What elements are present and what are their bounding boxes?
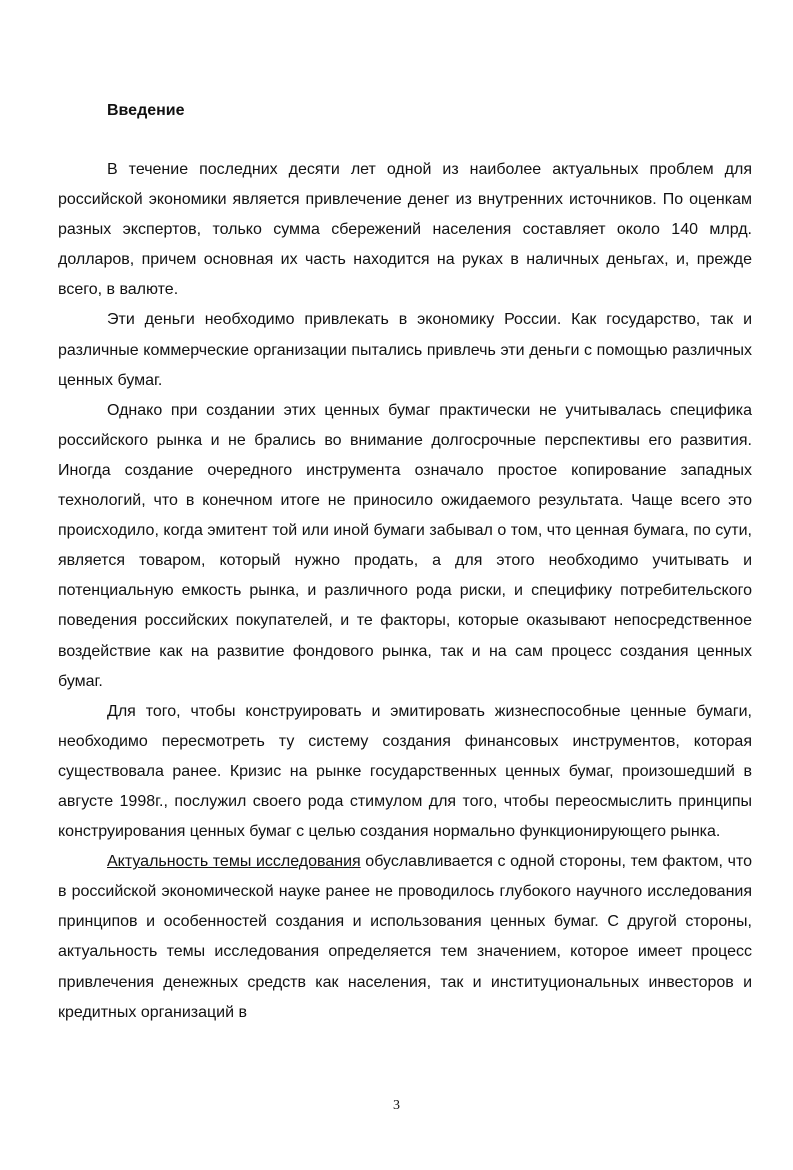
paragraph-5-text: обуславливается с одной стороны, тем фактом, что в российской экономической науке ранее не проводилось глубокого научного исследования принципов и особенностей создания и использования ценных бумаг. С другой стороны, актуальность темы исследования определяется тем значением, которое имеет процесс привлечения денежных средств как населения, так и институциональных инвесторов и кредитных организаций в (58, 853, 753, 1021)
section-heading: Введение (107, 102, 185, 119)
page-number: 3 (393, 1098, 400, 1113)
paragraph-3: Однако при создании этих ценных бумаг практически не учитывалась специфика российского рынка и не брались во внимание долгосрочные перспективы его развития. Иногда создание очередного инструмента означало простое копирование западных технологий, что в конечном итоге не приносило ожидаемого результата. Чаще всего это происходило, когда эмитент той или иной бумаги забывал о том, что ценная бумага, по сути, является товаром, который нужно продать, а для этого необходимо учитывать и потенциальную емкость рынка, и различного рода риски, и специфику потребительского поведения российских покупателей, и те факторы, которые оказывают непосредственное воздействие как на развитие фондового рынка, так и на сам процесс создания ценных бумаг. (58, 401, 752, 690)
body-text (58, 155, 752, 1028)
paragraph-5 (58, 847, 752, 1028)
paragraph-4: Для того, чтобы конструировать и эмитировать жизнеспособные ценные бумаги, необходимо пересмотреть ту систему создания финансовых инструментов, которая существовала ранее. Кризис на рынке государственных ценных бумаг, произошедший в августе 1998г., послужил своего рода стимулом для того, чтобы переосмыслить принципы конструирования ценных бумаг с целью создания нормально функционирующего рынка. (58, 702, 752, 841)
paragraph-1: В течение последних десяти лет одной из наиболее актуальных проблем для российской экономики является привлечение денег из внутренних источников. По оценкам разных экспертов, только сумма сбережений населения составляет около 140 млрд. долларов, причем основная их часть находится на руках в наличных деньгах, и, прежде всего, в валюте. (58, 161, 752, 299)
underlined-term: Актуальность темы исследования (107, 853, 361, 871)
paragraph-2: Эти деньги необходимо привлекать в экономику России. Как государство, так и различные коммерческие организации пытались привлечь эти деньги с помощью различных ценных бумаг. (58, 311, 752, 389)
